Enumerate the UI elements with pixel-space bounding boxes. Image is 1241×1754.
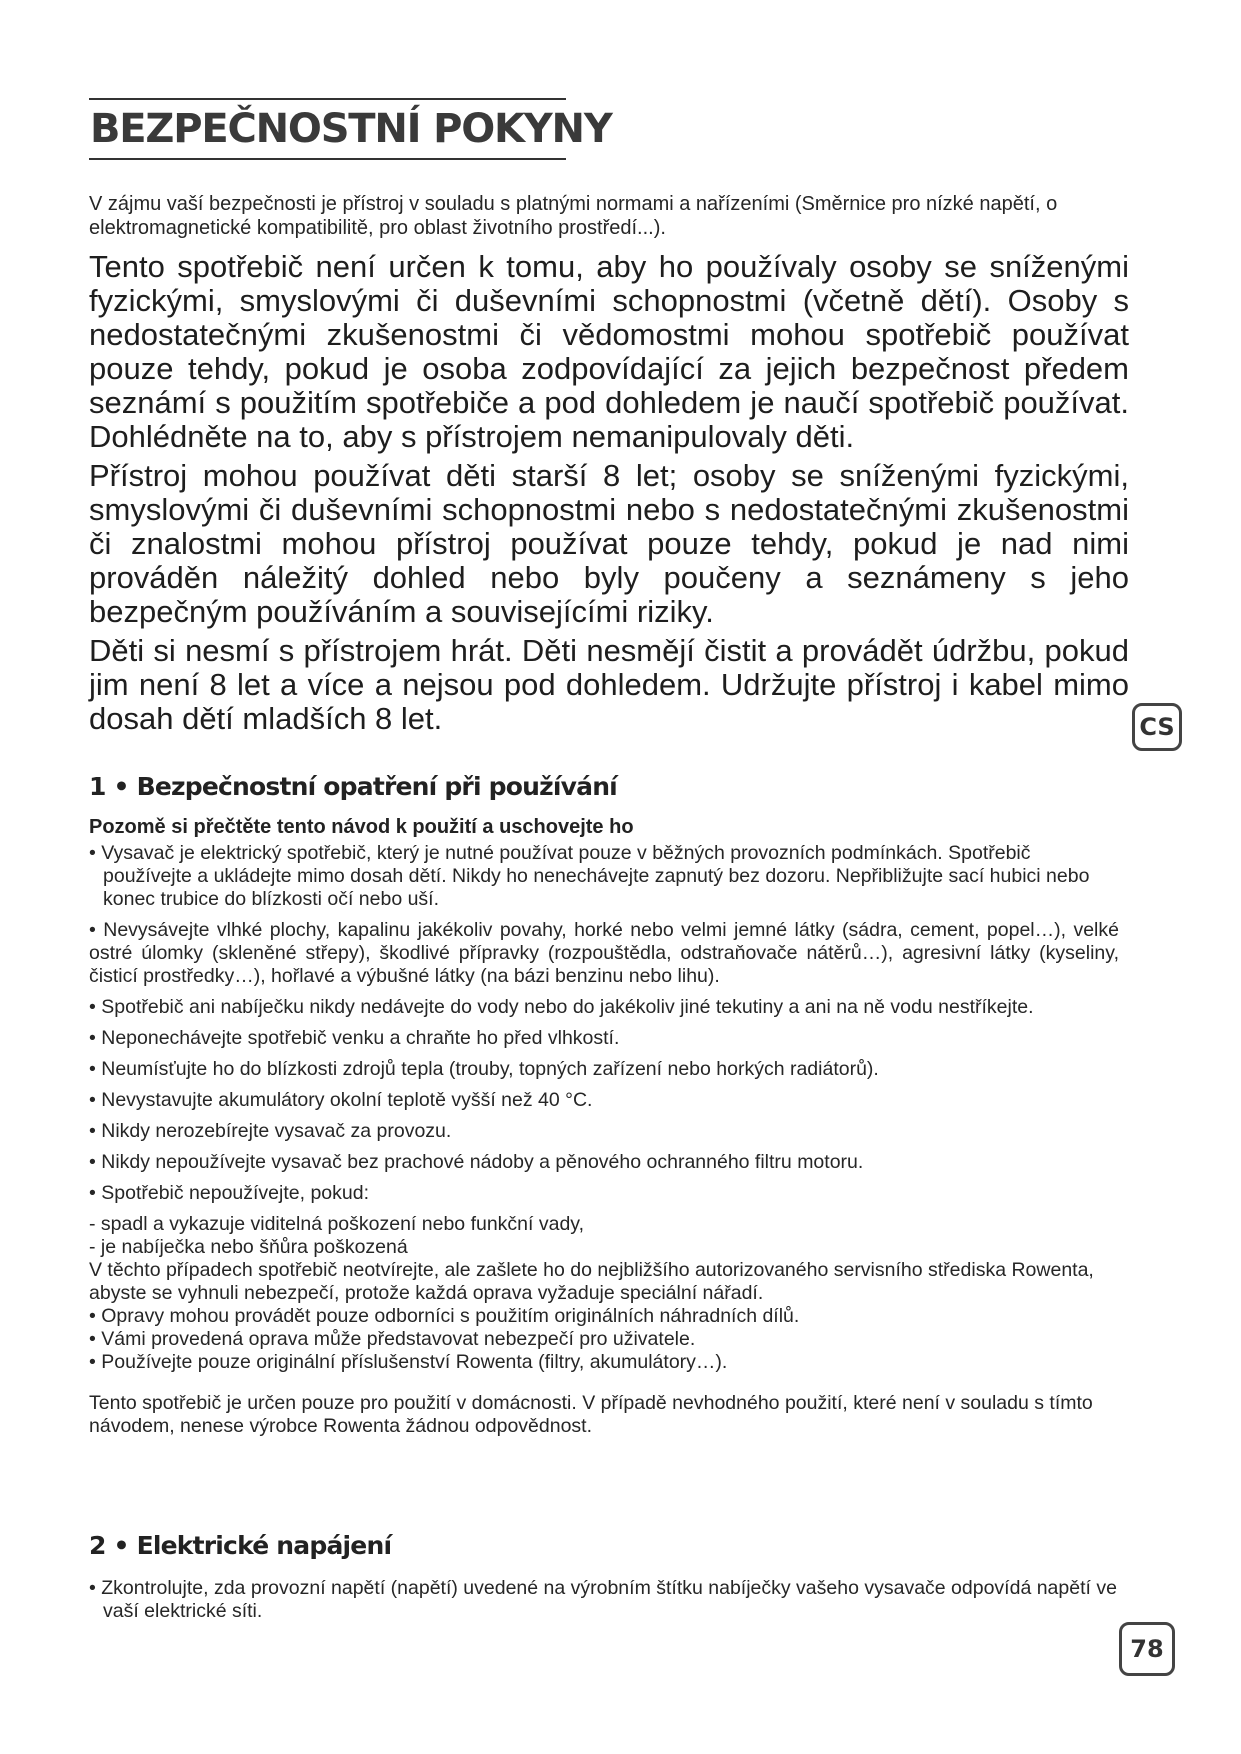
section-2-title: 2 • Elektrické napájení bbox=[89, 1531, 392, 1560]
condition-item: - spadl a vykazuje viditelná poškození nebo funkční vady, bbox=[89, 1213, 585, 1235]
list-item: • Nevysávejte vlhké plochy, kapalinu jakékoliv povahy, horké nebo velmi jemné látky (sádra, cement, popel…), velké ostré úlomky (skleněné střepy), škodlivé přípravky (rozpouštědla, odstraňovače nátěrů…), agresivní látky (kyseliny, čisticí prostředky…), hořlavé a výbušné látky (na bázi benzinu nebo lihu). bbox=[89, 919, 1119, 987]
list-item: • Vámi provedená oprava může představovat nebezpečí pro uživatele. bbox=[89, 1328, 696, 1350]
section-1-subtitle: Pozomě si přečtěte tento návod k použití a uschovejte ho bbox=[89, 816, 634, 838]
list-item: • Spotřebič nepoužívejte, pokud: bbox=[89, 1182, 370, 1204]
list-item: • Nevystavujte akumulátory okolní teplotě vyšší než 40 °C. bbox=[89, 1089, 593, 1111]
list-item: • Opravy mohou provádět pouze odborníci s použitím originálních náhradních dílů. bbox=[89, 1305, 800, 1327]
page-title: BEZPEČNOSTNÍ POKYNY bbox=[89, 98, 566, 160]
service-note: V těchto případech spotřebič neotvírejte, ale zašlete ho do nejbližšího autorizovaného servisního střediska Rowenta, abyste se vyhnuli nebezpečí, protože každá oprava vyžaduje speciální nářadí. bbox=[89, 1259, 1094, 1304]
list-item: • Vysavač je elektrický spotřebič, který je nutné používat pouze v běžných provozních podmínkách. Spotřebič používejte a ukládejte mimo dosah dětí. Nikdy ho nenechávejte zapnutý bez dozoru. Nepřibližujte sací hubici nebo konec trubice do blízkosti očí nebo uší. bbox=[89, 842, 1090, 910]
section-1-title: 1 • Bezpečnostní opatření při používání bbox=[89, 772, 617, 801]
language-badge: CS bbox=[1132, 703, 1182, 751]
intro-paragraph: V zájmu vaší bezpečnosti je přístroj v souladu s platnými normami a nařízeními (Směrnice pro nízké napětí, o elektromagnetické kompatibilitě, pro oblast životního prostředí...). bbox=[89, 193, 1058, 239]
condition-item: - je nabíječka nebo šňůra poškozená bbox=[89, 1236, 408, 1258]
closing-paragraph: Tento spotřebič je určen pouze pro použití v domácnosti. V případě nevhodného použití, které není v souladu s tímto návodem, nenese výrobce Rowenta žádnou odpovědnost. bbox=[89, 1392, 1093, 1437]
section-1-body bbox=[89, 842, 1119, 1438]
warning-paragraph-2: Přístroj mohou používat děti starší 8 let; osoby se sníženými fyzickými, smyslovými či duševními schopnostmi nebo s nedostatečnými zkušenostmi či znalostmi mohou přístroj používat pouze tehdy, pokud je nad nimi prováděn náležitý dohled nebo byly poučeny a seznámeny s jeho bezpečným používáním a souvisejícími riziky. bbox=[89, 458, 1129, 629]
list-item: • Neumísťujte ho do blízkosti zdrojů tepla (trouby, topných zařízení nebo horkých radiátorů). bbox=[89, 1058, 879, 1080]
list-item: • Spotřebič ani nabíječku nikdy nedávejte do vody nebo do jakékoliv jiné tekutiny a ani na ně vodu nestříkejte. bbox=[89, 996, 1034, 1018]
list-item: • Používejte pouze originální příslušenství Rowenta (filtry, akumulátory…). bbox=[89, 1351, 728, 1373]
warning-paragraph-1: Tento spotřebič není určen k tomu, aby ho používaly osoby se sníženými fyzickými, smyslovými či duševními schopnostmi (včetně dětí). Osoby s nedostatečnými zkušenostmi či vědomostmi mohou spotřebič používat pouze tehdy, pokud je osoba zodpovídající za jejich bezpečnost předem seznámí s použitím spotřebiče a pod dohledem je naučí spotřebič používat. Dohlédněte na to, aby s přístrojem nemanipulovaly děti. bbox=[89, 249, 1129, 454]
section-2-body bbox=[89, 1577, 1119, 1623]
list-item: • Nikdy nerozebírejte vysavač za provozu. bbox=[89, 1120, 452, 1142]
page-number: 78 bbox=[1119, 1622, 1175, 1676]
list-item: • Neponechávejte spotřebič venku a chraňte ho před vlhkostí. bbox=[89, 1027, 620, 1049]
list-item: • Zkontrolujte, zda provozní napětí (napětí) uvedené na výrobním štítku nabíječky vašeho vysavače odpovídá napětí ve vaší elektrické síti. bbox=[89, 1577, 1117, 1622]
warning-paragraph-3: Děti si nesmí s přístrojem hrát. Děti nesmějí čistit a provádět údržbu, pokud jim není 8 let a více a nejsou pod dohledem. Udržujte přístroj i kabel mimo dosah dětí mladších 8 let. bbox=[89, 633, 1129, 736]
list-item: • Nikdy nepoužívejte vysavač bez prachové nádoby a pěnového ochranného filtru motoru. bbox=[89, 1151, 864, 1173]
